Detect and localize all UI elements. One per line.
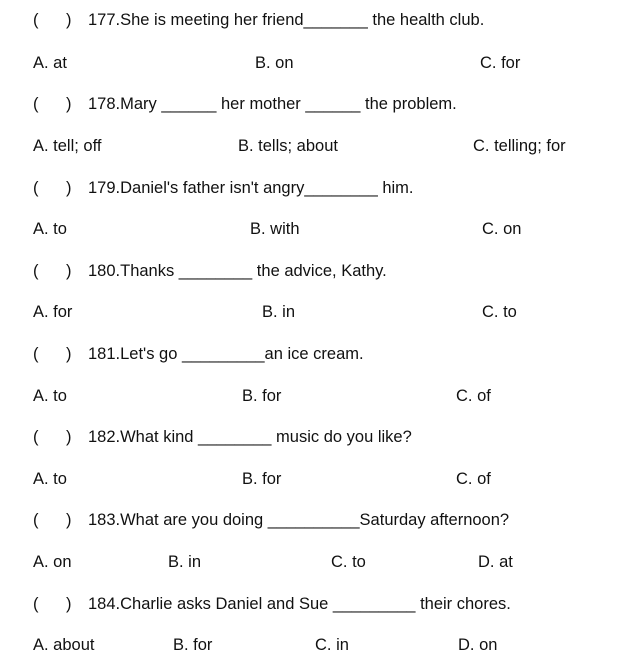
option-c[interactable]: C. on [482,220,522,238]
answer-blank[interactable]: ( ) [33,179,72,197]
option-c[interactable]: C. of [456,387,491,405]
answer-blank[interactable]: ( ) [33,511,72,529]
option-d[interactable]: D. at [478,553,513,571]
answer-blank[interactable]: ( ) [33,95,72,113]
answer-blank[interactable]: ( ) [33,428,72,446]
option-b[interactable]: B. for [242,470,282,488]
option-c[interactable]: C. for [480,54,521,72]
question-text: 184.Charlie asks Daniel and Sue _________ their chores. [88,595,511,613]
option-c[interactable]: C. to [331,553,366,571]
option-a[interactable]: A. to [33,220,67,238]
option-a[interactable]: A. about [33,636,95,654]
question-text: 183.What are you doing __________Saturday afternoon? [88,511,510,529]
option-b[interactable]: B. in [262,303,296,321]
option-a[interactable]: A. to [33,470,67,488]
option-c[interactable]: C. telling; for [473,137,566,155]
option-c[interactable]: C. of [456,470,491,488]
answer-blank[interactable]: ( ) [33,11,72,29]
question-text: 178.Mary ______ her mother ______ the problem. [88,95,457,113]
question-text: 180.Thanks ________ the advice, Kathy. [88,262,387,280]
question-text: 182.What kind ________ music do you like? [88,428,412,446]
option-b[interactable]: B. in [168,553,202,571]
option-b[interactable]: B. for [173,636,213,654]
answer-blank[interactable]: ( ) [33,595,72,613]
option-b[interactable]: B. for [242,387,282,405]
option-a[interactable]: A. for [33,303,73,321]
option-b[interactable]: B. tells; about [238,137,338,155]
option-c[interactable]: C. to [482,303,517,321]
option-b[interactable]: B. on [255,54,294,72]
option-a[interactable]: A. tell; off [33,137,102,155]
option-a[interactable]: A. at [33,54,67,72]
option-d[interactable]: D. on [458,636,498,654]
option-a[interactable]: A. on [33,553,72,571]
question-text: 181.Let's go _________an ice cream. [88,345,364,363]
answer-blank[interactable]: ( ) [33,345,72,363]
option-b[interactable]: B. with [250,220,300,238]
answer-blank[interactable]: ( ) [33,262,72,280]
option-a[interactable]: A. to [33,387,67,405]
question-text: 177.She is meeting her friend_______ the health club. [88,11,485,29]
option-c[interactable]: C. in [315,636,349,654]
question-text: 179.Daniel's father isn't angry________ him. [88,179,414,197]
